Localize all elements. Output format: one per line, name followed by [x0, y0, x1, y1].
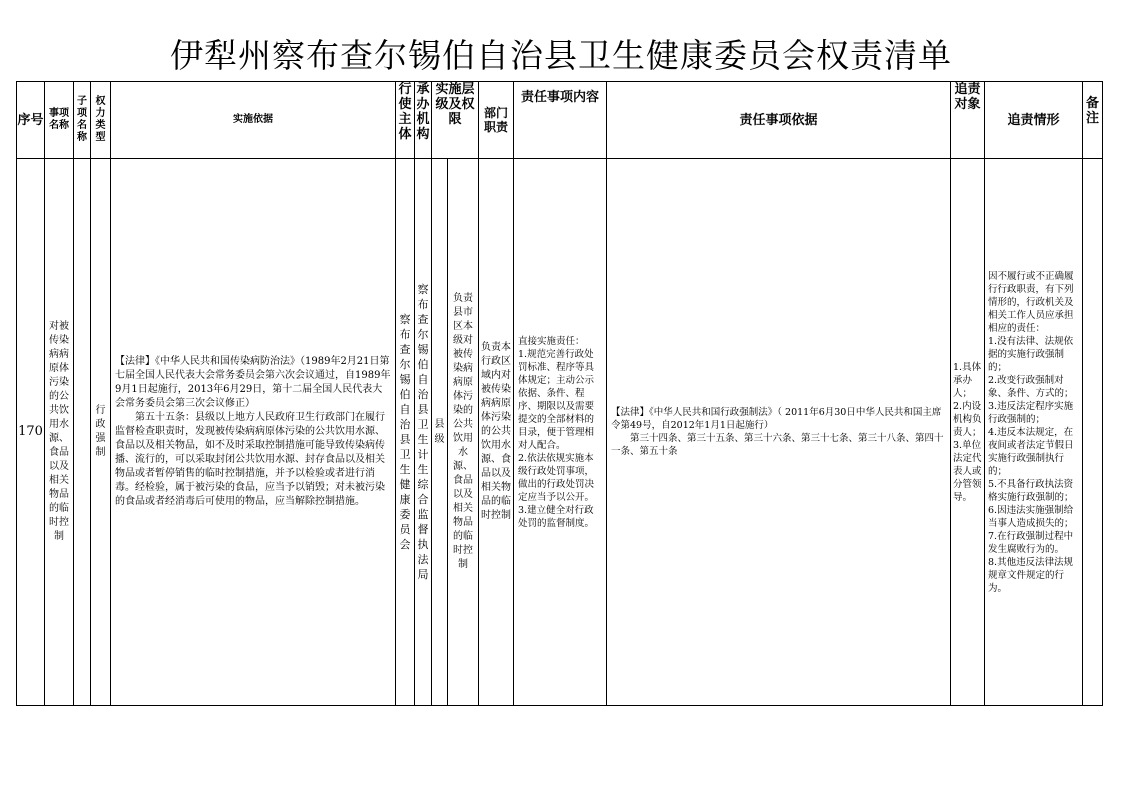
accountability-line: 8.其他违反法律法规规章文件规定的行为。: [988, 556, 1074, 594]
header-sub-item-name: 子项名称: [74, 82, 91, 159]
cell-power-type: 行政强制: [91, 159, 111, 706]
cell-dept-duty: 负责本行政区域内对被传染病病原体污染的公共饮用水源、食品以及相关物品的临时控制: [479, 159, 514, 706]
cell-resp-basis: [607, 159, 951, 706]
cell-level-detail: 负责县市区本级对被传染病病原体污染的公共饮用水源、食品以及相关物品的临时控制: [448, 159, 479, 706]
header-organ: 承办机构: [415, 82, 432, 159]
cell-accountable: [951, 159, 985, 706]
header-power-type: 权力类型: [91, 82, 111, 159]
accountability-line: 1.没有法律、法规依据的实施行政强制的；: [988, 335, 1074, 373]
accountable-line: 1.具体承办人；: [953, 361, 982, 399]
cell-basis: [111, 159, 396, 706]
header-dept-duty: 部门职责: [479, 82, 514, 159]
accountable-line: 3.单位法定代表人或分管领导。: [953, 439, 982, 503]
cell-resp-content: [514, 159, 607, 706]
header-accountability: 追责情形: [985, 82, 1083, 159]
resp-basis-law: 【法律】《中华人民共和国行政强制法》（ 2011年6月30日中华人民共和国主席令第49号，自2012年1月1日起施行）: [611, 407, 942, 431]
resp-content-line: 3.建立健全对行政处罚的监督制度。: [518, 504, 595, 529]
cell-remark: [1083, 159, 1103, 706]
resp-content-line: 直接实施责任：: [518, 335, 585, 347]
accountable-line: 2.内设机构负责人；: [953, 400, 982, 438]
header-level: 实施层级及权限: [432, 82, 479, 159]
header-item-name: 事项名称: [45, 82, 74, 159]
resp-content-line: 2.依法依规实施本级行政处罚事项，做出的行政处罚决定应当予以公开。: [518, 452, 595, 503]
accountability-line: 4.违反本法规定，在夜间或者法定节假日实施行政强制执行的；: [988, 426, 1074, 477]
accountability-line: 3.违反法定程序实施行政强制的；: [988, 400, 1074, 425]
accountability-line: 2.改变行政强制对象、条件、方式的；: [988, 374, 1074, 399]
accountability-line: 5.不具备行政执法资格实施行政强制的；: [988, 478, 1074, 503]
header-resp-basis: 责任事项依据: [607, 82, 951, 159]
resp-basis-articles: 第三十四条、第三十五条、第三十六条、第三十七条、第三十八条、第四十一条、第五十条: [611, 433, 944, 457]
header-resp-content: 责任事项内容: [514, 82, 607, 159]
accountability-line: 因不履行或不正确履行行政职责，有下列情形的，行政机关及相关工作人员应承担相应的责任：: [988, 270, 1074, 334]
header-basis: 实施依据: [111, 82, 396, 159]
table-row: [17, 159, 1103, 706]
cell-seq: 170: [17, 159, 45, 706]
header-subject: 行使主体: [396, 82, 415, 159]
cell-subject: 察布查尔锡伯自治县卫生健康委员会: [396, 159, 415, 706]
cell-level: 县级: [432, 159, 448, 706]
header-row: [17, 82, 1103, 159]
responsibility-table: [16, 81, 1103, 706]
header-seq: 序号: [17, 82, 45, 159]
cell-organ: 察布查尔锡伯自治县卫生计生综合监督执法局: [415, 159, 432, 706]
basis-law: 【法律】《中华人民共和国传染病防治法》（1989年2月21日第七届全国人民代表大会常务委员会第六次会议通过，自1989年9月1日起施行，2013年6月29日，第十二届全国人民代表大会常务委员会第三次会议修正）: [115, 356, 391, 409]
header-remark: 备注: [1083, 82, 1103, 159]
header-accountable: 追责对象: [951, 82, 985, 159]
accountability-line: 7.在行政强制过程中发生腐败行为的。: [988, 530, 1074, 555]
cell-sub-item-name: [74, 159, 91, 706]
cell-accountability: [985, 159, 1083, 706]
page-title: 伊犁州察布查尔锡伯自治县卫生健康委员会权责清单: [170, 36, 952, 75]
basis-article: 第五十五条：县级以上地方人民政府卫生行政部门在履行监督检查职责时，发现被传染病病原体污染的公共饮用水源、食品以及相关物品，如不及时采取控制措施可能导致传染病传播、流行的，可以采取封闭公共饮用水源、封存食品以及相关物品或者暂停销售的临时控制措施，并予以检验或者进行消毒。经检验，属于被污染的食品，应当予以销毁；对未被污染的食品或者经消毒后可使用的物品，应当解除控制措施。: [115, 412, 385, 507]
resp-content-line: 1.规范完善行政处罚标准、程序等具体规定；主动公示依据、条件、程序、期限以及需要提交的全部材料的目录，便于管理相对人配合。: [518, 348, 595, 451]
cell-item-name: 对被传染病病原体污染的公共饮用水源、食品以及相关物品的临时控制: [45, 159, 74, 706]
accountability-line: 6.因违法实施强制给当事人造成损失的；: [988, 504, 1074, 529]
